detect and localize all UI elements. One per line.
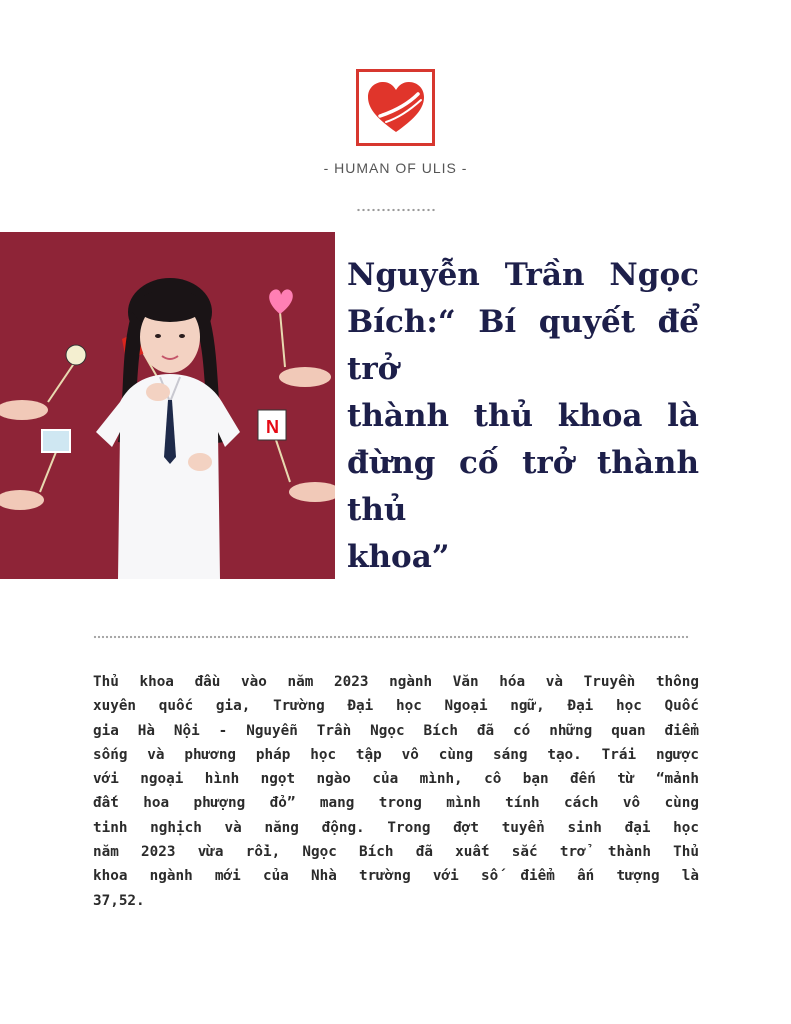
headline-line: đừng cố trở thành thủ bbox=[347, 445, 699, 528]
body-line: đất hoa phượng đỏ” mang trong mình tính cách vô cùng bbox=[93, 795, 699, 812]
dotted-divider-long bbox=[93, 634, 690, 640]
section-label: - HUMAN OF ULIS - bbox=[323, 160, 468, 176]
body-line: với ngoại hình ngọt ngào của mình, cô bạn đến từ “mảnh bbox=[93, 771, 699, 788]
smiley-prop bbox=[66, 345, 86, 365]
article-headline bbox=[347, 252, 699, 581]
headline-line: khoa” bbox=[347, 539, 450, 575]
heart-logo bbox=[356, 69, 435, 146]
body-line: khoa ngành mới của Nhà trường với số điểm ấn tượng là bbox=[93, 868, 699, 885]
headline-line: Bích:“ Bí quyết để trở bbox=[347, 304, 699, 387]
body-line: Thủ khoa đầu vào năm 2023 ngành Văn hóa và Truyền thông bbox=[93, 674, 699, 690]
body-line: xuyên quốc gia, Trường Đại học Ngoại ngữ, Đại học Quốc bbox=[93, 698, 699, 715]
svg-text:N: N bbox=[266, 417, 279, 437]
picture-prop bbox=[42, 430, 70, 452]
heart-logo-icon bbox=[366, 80, 426, 136]
dotted-divider-short bbox=[356, 207, 436, 213]
body-line: 37,52. bbox=[93, 892, 145, 909]
portrait-photo bbox=[0, 232, 335, 579]
article-body bbox=[93, 670, 699, 913]
body-line: năm 2023 vừa rồi, Ngọc Bích đã xuất sắc trở thành Thủ bbox=[93, 844, 699, 861]
headline-line: Nguyễn Trần Ngọc bbox=[347, 257, 699, 293]
body-line: sống và phương pháp học tập vô cùng sáng tạo. Trái ngược bbox=[93, 746, 699, 763]
hand-right-upper bbox=[279, 367, 331, 387]
body-line: gia Hà Nội - Nguyễn Trần Ngọc Bích đã có những quan điểm bbox=[93, 722, 699, 739]
body-line: tinh nghịch và năng động. Trong đợt tuyển sinh đại học bbox=[93, 819, 699, 836]
headline-line: thành thủ khoa là bbox=[347, 398, 699, 434]
